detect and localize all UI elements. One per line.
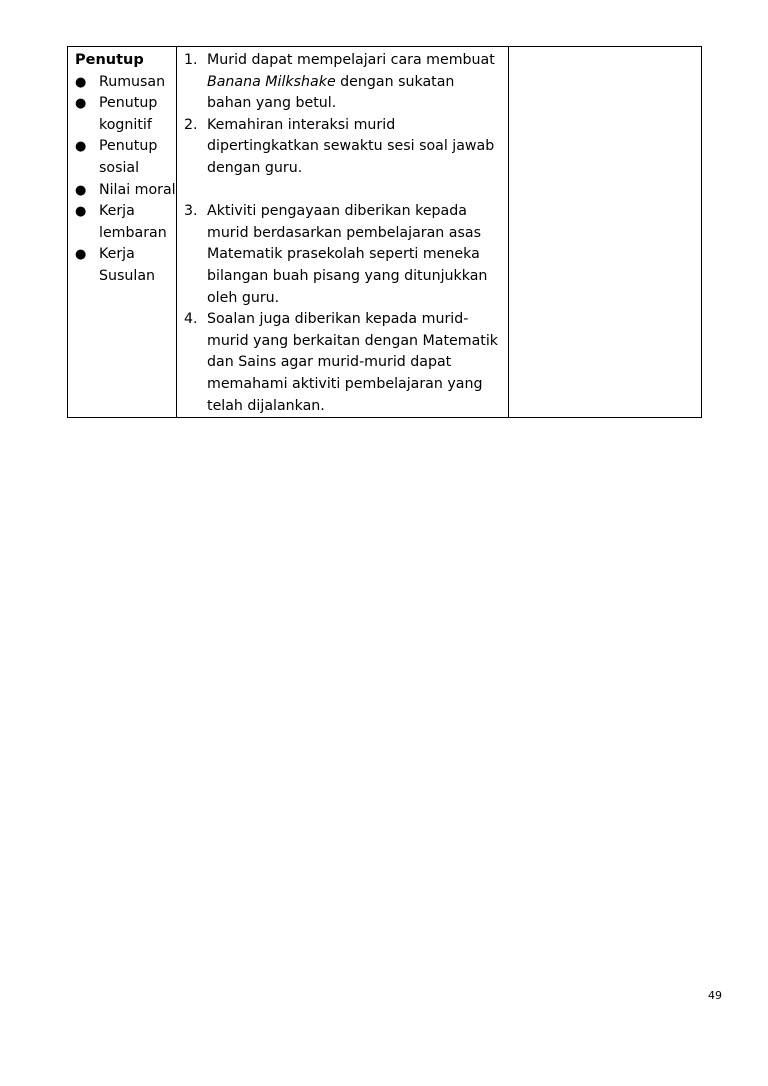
notes-cell — [509, 47, 702, 418]
list-item: ● Penutup kognitif — [75, 95, 158, 133]
bullet-icon: ● — [75, 139, 87, 155]
activity-cell — [177, 47, 509, 418]
section-heading: Penutup — [75, 52, 144, 68]
bullet-icon: ● — [75, 182, 87, 198]
sub-item-list — [75, 72, 176, 288]
table-row — [68, 47, 702, 418]
list-item: ● Nilai moral — [75, 180, 176, 202]
list-item: ● Kerja lembaran — [75, 203, 167, 241]
page-number: 49 — [708, 989, 722, 1002]
list-item: ● Penutup sosial — [75, 138, 158, 176]
bullet-icon: ● — [75, 204, 87, 220]
list-item: 1. Murid dapat mempelajari cara membuat Banana Milkshake dengan sukatan bahan yang betul. — [184, 52, 495, 112]
list-item: ● Rumusan — [75, 72, 176, 94]
stage-cell — [68, 47, 177, 418]
bullet-icon: ● — [75, 96, 87, 112]
list-item: ● Kerja Susulan — [75, 246, 156, 284]
point-list — [184, 50, 502, 417]
list-item: 2. Kemahiran interaksi murid dipertingkatkan sewaktu sesi soal jawab dengan guru. — [184, 116, 495, 176]
bullet-icon: ● — [75, 247, 87, 263]
bullet-icon: ● — [75, 74, 87, 90]
list-item: 3. Aktiviti pengayaan diberikan kepada murid berdasarkan pembelajaran asas Matematik prasekolah seperti meneka bilangan buah pisang yang ditunjukkan oleh guru. — [184, 203, 488, 306]
lesson-plan-table — [67, 46, 702, 418]
list-item: 4. Soalan juga diberikan kepada murid-murid yang berkaitan dengan Matematik dan Sains agar murid-murid dapat memahami aktiviti pembelajaran yang telah dijalankan. — [184, 311, 499, 414]
